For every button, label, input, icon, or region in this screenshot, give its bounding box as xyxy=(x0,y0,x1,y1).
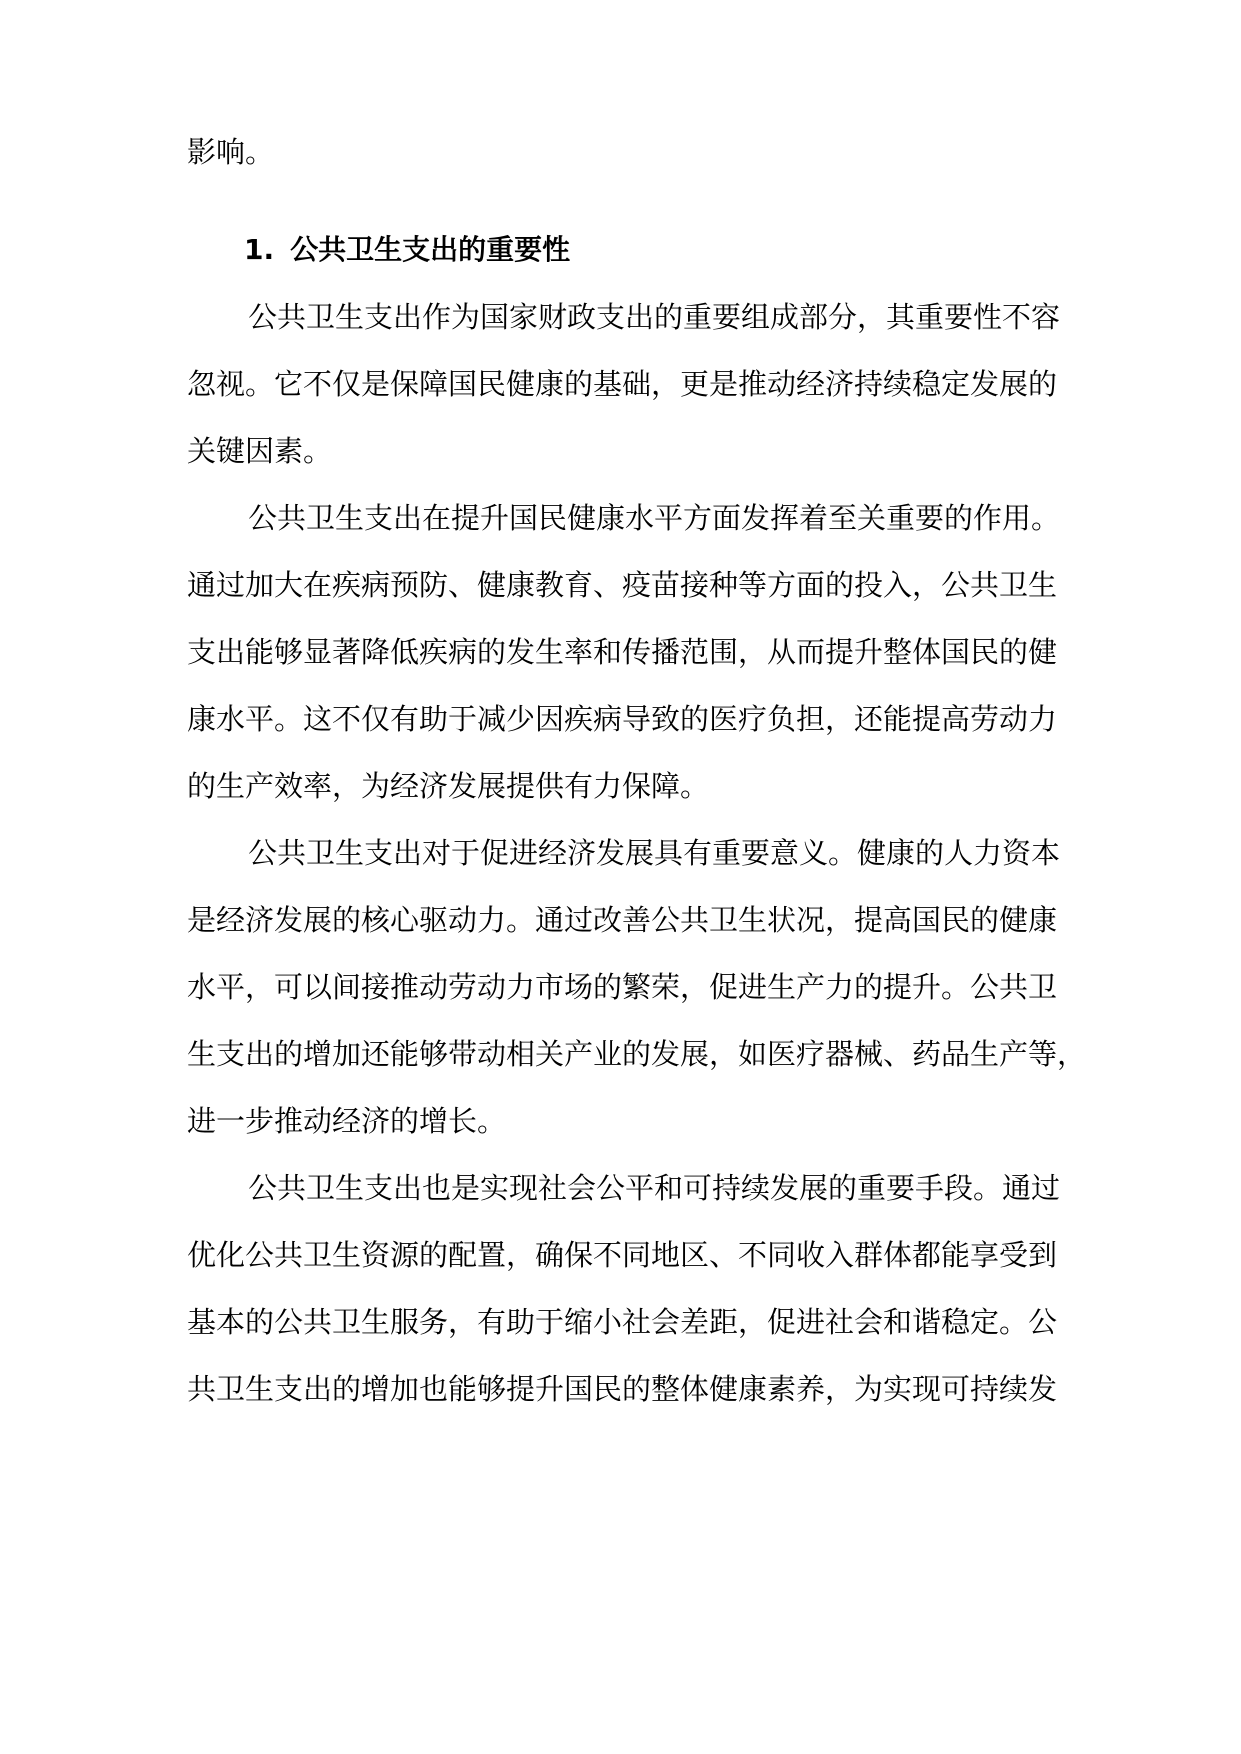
section-number: 1. xyxy=(244,233,275,266)
paragraph-line: 基本的公共卫生服务，有助于缩小社会差距，促进社会和谐稳定。公 xyxy=(187,1305,1058,1339)
paragraph-line: 康水平。这不仅有助于减少因疾病导致的医疗负担，还能提高劳动力 xyxy=(187,702,1058,736)
paragraph-line: 公共卫生支出对于促进经济发展具有重要意义。健康的人力资本 xyxy=(248,836,1061,870)
paragraph-line: 共卫生支出的增加也能够提升国民的整体健康素养，为实现可持续发 xyxy=(187,1372,1058,1406)
paragraph-line: 公共卫生支出作为国家财政支出的重要组成部分，其重要性不容 xyxy=(248,300,1061,334)
paragraph-line: 支出能够显著降低疾病的发生率和传播范围，从而提升整体国民的健 xyxy=(187,635,1058,669)
paragraph-line: 优化公共卫生资源的配置，确保不同地区、不同收入群体都能享受到 xyxy=(187,1238,1058,1272)
paragraph-line: 进一步推动经济的增长。 xyxy=(187,1104,507,1138)
paragraph-line: 影响。 xyxy=(187,135,275,169)
section-title: 公共卫生支出的重要性 xyxy=(290,233,571,266)
paragraph-line: 是经济发展的核心驱动力。通过改善公共卫生状况，提高国民的健康 xyxy=(187,903,1058,937)
paragraph-line: 公共卫生支出也是实现社会公平和可持续发展的重要手段。通过 xyxy=(248,1171,1061,1205)
paragraph-line: 通过加大在疾病预防、健康教育、疫苗接种等方面的投入，公共卫生 xyxy=(187,568,1058,602)
paragraph-line: 忽视。它不仅是保障国民健康的基础，更是推动经济持续稳定发展的 xyxy=(187,367,1058,401)
section-heading xyxy=(244,230,570,270)
paragraph-line: 关键因素。 xyxy=(187,434,333,468)
paragraph-line: 公共卫生支出在提升国民健康水平方面发挥着至关重要的作用。 xyxy=(248,501,1061,535)
paragraph-line: 水平，可以间接推动劳动力市场的繁荣，促进生产力的提升。公共卫 xyxy=(187,970,1058,1004)
paragraph-line: 的生产效率，为经济发展提供有力保障。 xyxy=(187,769,710,803)
paragraph-line: 生支出的增加还能够带动相关产业的发展，如医疗器械、药品生产等， xyxy=(187,1037,1087,1071)
